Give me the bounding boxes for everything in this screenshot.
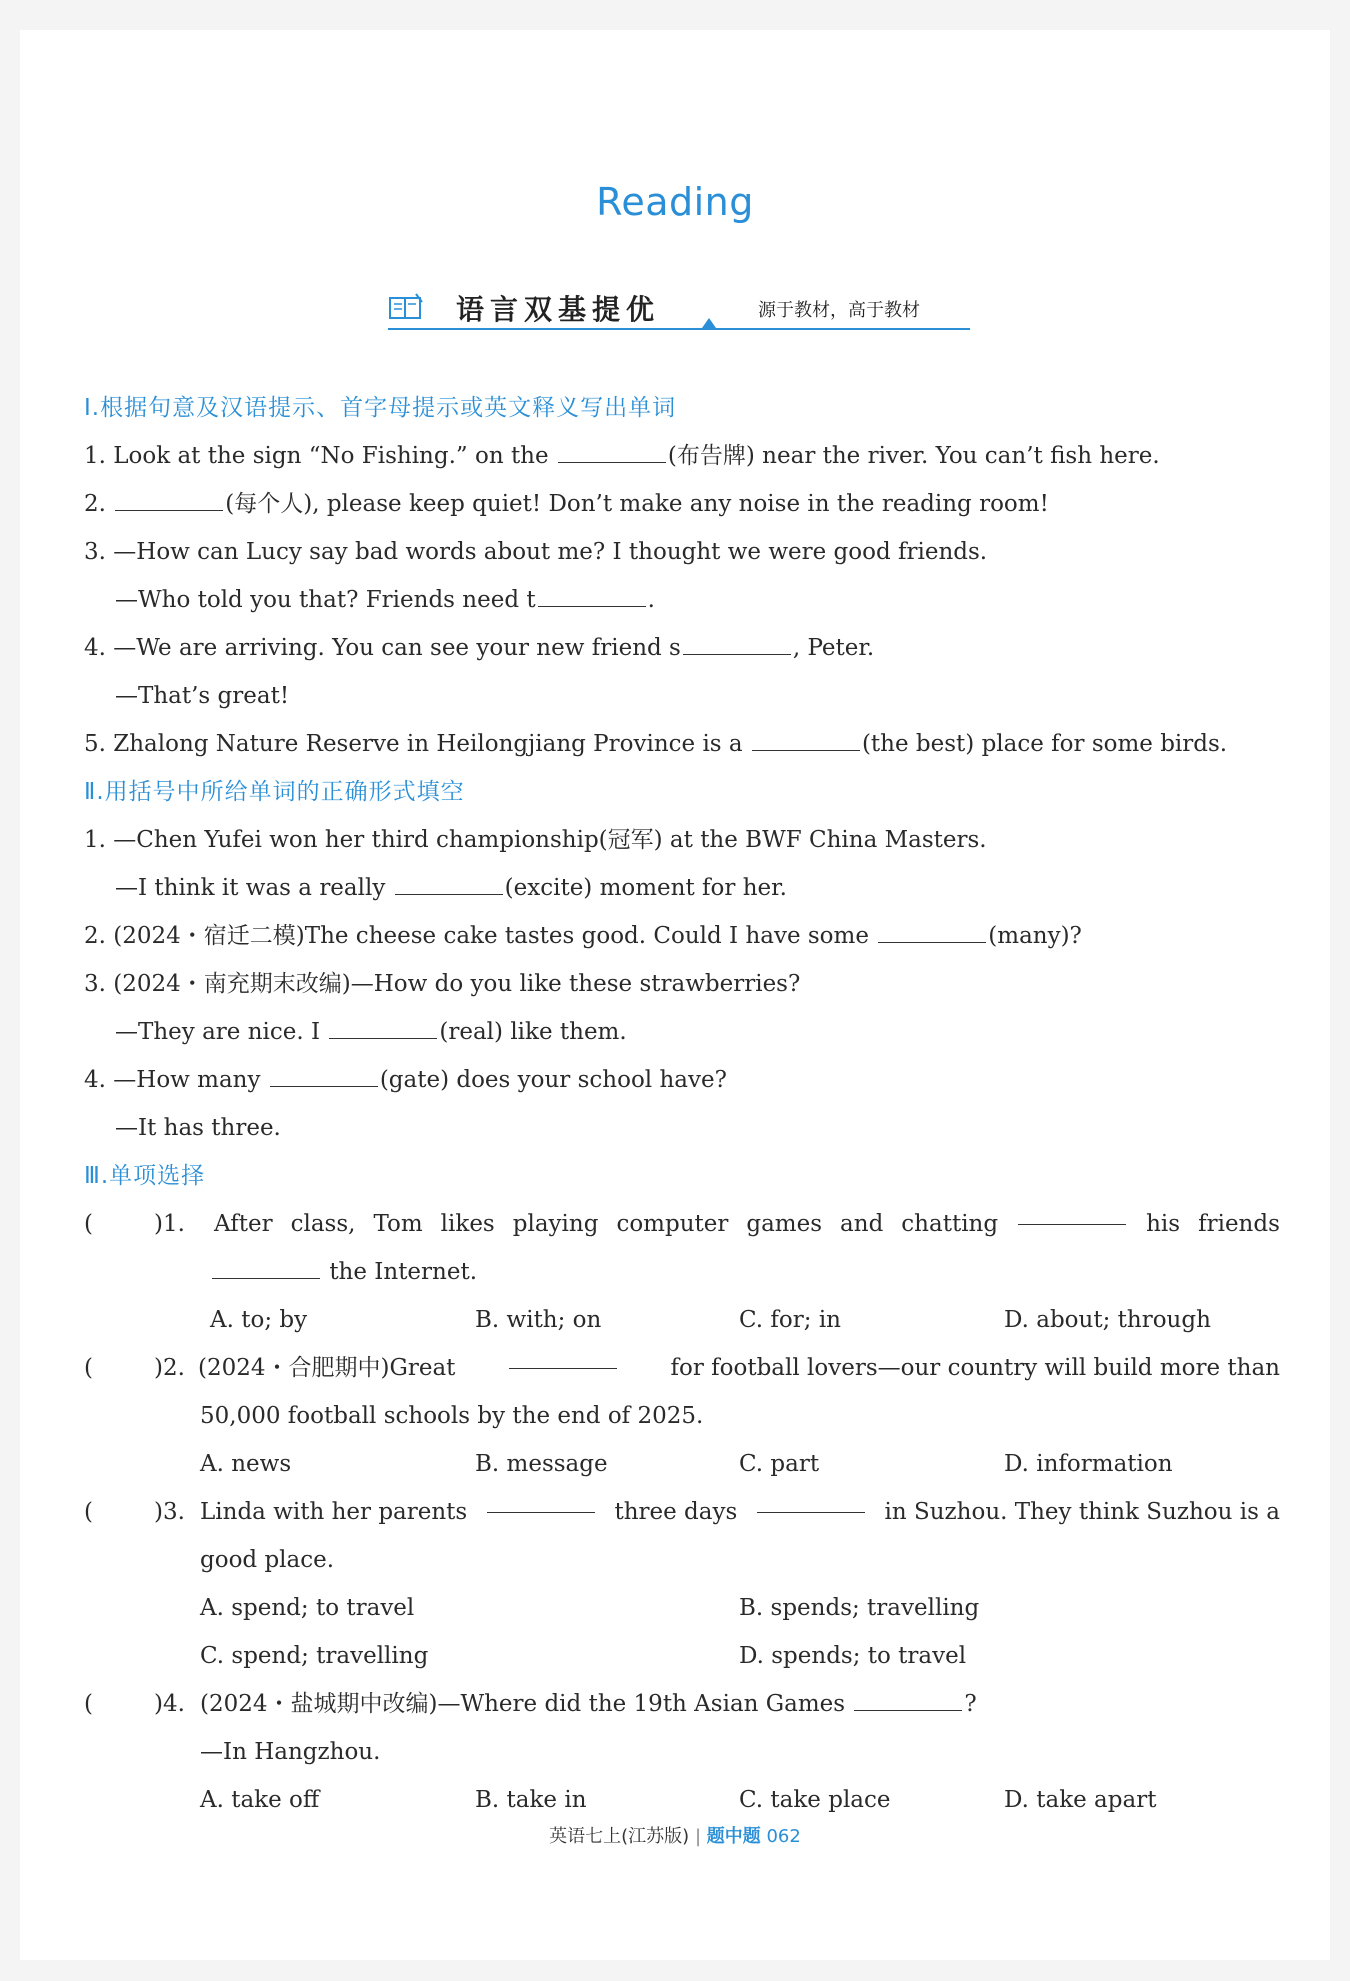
s1-q4-text-c: —That’s great!: [115, 683, 290, 709]
mc-q3-options-row-2: [84, 1632, 1280, 1680]
s1-q3-blank[interactable]: [538, 582, 646, 607]
s2-question-4a: [84, 1056, 1280, 1104]
s2-q2-text-b: (many)?: [988, 923, 1082, 949]
s1-question-5: [84, 720, 1280, 768]
s2-q3-text-b: —They are nice. I: [115, 1019, 321, 1045]
s1-q1-blank[interactable]: [558, 438, 666, 463]
mc-q3-line-2-text: good place.: [200, 1547, 335, 1573]
s1-q3-text-c: .: [647, 587, 655, 613]
s2-question-4b: [84, 1104, 1280, 1152]
mc-q2-text-b: for football lovers—our country will build more than: [670, 1355, 1280, 1381]
mc-q1-stem: [214, 1200, 1280, 1248]
s2-q2-text-a: 2. (2024・宿迁二模)The cheese cake tastes good. Could I have some: [84, 923, 869, 949]
mc-q3-paren-open: (: [84, 1499, 93, 1525]
s2-q4-text-b: (gate) does your school have?: [379, 1067, 727, 1093]
mc-question-4: [84, 1680, 1280, 1728]
mc-q1-option-a[interactable]: A. to; by: [210, 1307, 308, 1333]
mc-q3-line-2: [84, 1536, 1280, 1584]
page-footer: [0, 1822, 1350, 1848]
mc-q1-word: his: [1146, 1211, 1181, 1237]
banner-title: 语言双基提优: [456, 293, 661, 326]
mc-q1-word: and: [840, 1211, 884, 1237]
mc-q1-word: Tom: [373, 1211, 423, 1237]
mc-q2-paren-close: )2.: [154, 1355, 185, 1381]
mc-question-3: [84, 1488, 1280, 1536]
footer-divider: |: [694, 1826, 702, 1847]
mc-q4-text-b: ?: [964, 1691, 977, 1717]
mc-q2-option-a[interactable]: A. news: [200, 1451, 292, 1477]
s1-question-2: [84, 480, 1280, 528]
mc-q1-paren-close: )1.: [154, 1211, 185, 1237]
mc-q1-blank-2[interactable]: [212, 1254, 320, 1279]
mc-q3-options-row-1: [84, 1584, 1280, 1632]
s1-q4-text-a: 4. —We are arriving. You can see your new friend s: [84, 635, 681, 661]
s1-q5-blank[interactable]: [752, 726, 860, 751]
mc-q1-word: chatting: [901, 1211, 999, 1237]
banner-triangle: [702, 318, 716, 328]
mc-q2-blank[interactable]: [509, 1344, 617, 1369]
mc-q2-option-d[interactable]: D. information: [1004, 1451, 1173, 1477]
banner-underline: [388, 328, 970, 330]
mc-q4-line-2-text: —In Hangzhou.: [200, 1739, 381, 1765]
mc-q3-option-c[interactable]: C. spend; travelling: [200, 1643, 429, 1669]
footer-page-number: 062: [766, 1826, 801, 1847]
mc-q4-line-2: [84, 1728, 1280, 1776]
page-title: Reading: [596, 180, 754, 224]
s2-question-1a: [84, 816, 1280, 864]
mc-question-1: [84, 1200, 1280, 1248]
mc-q4-stem: [200, 1680, 977, 1728]
mc-q2-paren-open: (: [84, 1355, 93, 1381]
s2-q1-text-c: (excite) moment for her.: [504, 875, 787, 901]
footer-book: 英语七上(江苏版): [549, 1826, 690, 1847]
mc-q2-option-c[interactable]: C. part: [739, 1451, 820, 1477]
s1-question-4a: [84, 624, 1280, 672]
section-1-heading: Ⅰ.根据句意及汉语提示、首字母提示或英文释义写出单词: [84, 395, 677, 421]
s1-q1-text-a: 1. Look at the sign “No Fishing.” on the: [84, 443, 549, 469]
mc-q2-option-b[interactable]: B. message: [475, 1451, 608, 1477]
mc-q3-text-b: three days: [614, 1499, 738, 1525]
mc-q4-option-d[interactable]: D. take apart: [1004, 1787, 1157, 1813]
mc-q3-blank-1[interactable]: [487, 1488, 595, 1513]
mc-q4-paren-open: (: [84, 1691, 93, 1717]
mc-q1-option-b[interactable]: B. with; on: [475, 1307, 602, 1333]
s2-question-1b: [84, 864, 1280, 912]
mc-q1-word: After: [214, 1211, 273, 1237]
mc-q1-word: games: [746, 1211, 823, 1237]
mc-q1-paren-open: (: [84, 1211, 93, 1237]
s2-q4-text-c: —It has three.: [115, 1115, 281, 1141]
mc-question-2: [84, 1344, 1280, 1392]
s1-q4-blank[interactable]: [683, 630, 791, 655]
mc-q1-option-c[interactable]: C. for; in: [739, 1307, 841, 1333]
s1-q5-text-a: 5. Zhalong Nature Reserve in Heilongjiang Province is a: [84, 731, 743, 757]
footer-series: 题中题: [706, 1826, 761, 1847]
mc-q4-option-c[interactable]: C. take place: [739, 1787, 891, 1813]
s1-q2-blank[interactable]: [115, 486, 223, 511]
mc-q2-line-2: [84, 1392, 1280, 1440]
mc-q4-options: [84, 1776, 1280, 1824]
s2-q3-text-c: (real) like them.: [439, 1019, 627, 1045]
s1-question-1: [84, 432, 1280, 480]
mc-q4-text-a: (2024・盐城期中改编)—Where did the 19th Asian Games: [200, 1691, 846, 1717]
s2-q4-blank[interactable]: [270, 1062, 378, 1087]
s1-q3-text-a: 3. —How can Lucy say bad words about me? I thought we were good friends.: [84, 539, 988, 565]
s1-q2-number: 2.: [84, 491, 106, 517]
mc-q1-line-2: [84, 1248, 1280, 1296]
exercise-content: [84, 384, 1280, 1824]
s1-q1-text-b: (布告牌) near the river. You can’t fish here.: [667, 443, 1160, 469]
s2-q3-blank[interactable]: [329, 1014, 437, 1039]
section-2-heading: Ⅱ.用括号中所给单词的正确形式填空: [84, 779, 465, 805]
mc-q2-stem: [198, 1344, 1280, 1392]
s1-q4-text-b: , Peter.: [792, 635, 875, 661]
mc-q4-option-a[interactable]: A. take off: [200, 1787, 320, 1813]
mc-q2-text-a: (2024・合肥期中)Great: [198, 1355, 456, 1381]
mc-q1-word: computer: [616, 1211, 729, 1237]
mc-q3-text-a: Linda with her parents: [200, 1499, 468, 1525]
mc-q3-option-b[interactable]: B. spends; travelling: [739, 1595, 980, 1621]
s2-q4-text-a: 4. —How many: [84, 1067, 261, 1093]
s1-question-3b: [84, 576, 1280, 624]
mc-q3-stem: [200, 1488, 1280, 1536]
s2-q1-text-b: —I think it was a really: [115, 875, 386, 901]
mc-q4-option-b[interactable]: B. take in: [475, 1787, 587, 1813]
mc-q3-paren-close: )3.: [154, 1499, 185, 1525]
mc-q2-line-2-text: 50,000 football schools by the end of 2025.: [200, 1403, 704, 1429]
s2-q3-text-a: 3. (2024・南充期末改编)—How do you like these strawberries?: [84, 971, 801, 997]
mc-q3-option-d[interactable]: D. spends; to travel: [739, 1643, 967, 1669]
mc-q3-text-c: in Suzhou. They think Suzhou is a: [884, 1499, 1280, 1525]
mc-q1-word: friends: [1198, 1211, 1280, 1237]
banner-subtitle: 源于教材，高于教材: [758, 300, 920, 321]
mc-q1-word: class,: [290, 1211, 356, 1237]
mc-q4-paren-close: )4.: [154, 1691, 185, 1717]
s2-question-3b: [84, 1008, 1280, 1056]
mc-q1-option-d[interactable]: D. about; through: [1004, 1307, 1211, 1333]
s1-q2-text: (每个人), please keep quiet! Don’t make any noise in the reading room!: [225, 491, 1049, 517]
mc-q3-blank-2[interactable]: [757, 1488, 865, 1513]
s2-question-3a: [84, 960, 1280, 1008]
mc-q2-options: [84, 1440, 1280, 1488]
mc-q4-blank[interactable]: [854, 1686, 962, 1711]
s1-question-4b: [84, 672, 1280, 720]
s2-q2-blank[interactable]: [878, 918, 986, 943]
mc-q1-line-2-text: the Internet.: [329, 1259, 478, 1285]
mc-q1-word: playing: [512, 1211, 599, 1237]
section-banner: [388, 284, 970, 330]
book-icon: [388, 292, 424, 322]
s2-q1-blank[interactable]: [395, 870, 503, 895]
s2-q1-text-a: 1. —Chen Yufei won her third championship(冠军) at the BWF China Masters.: [84, 827, 987, 853]
s1-q5-text-b: (the best) place for some birds.: [861, 731, 1228, 757]
mc-q1-word: likes: [440, 1211, 495, 1237]
mc-q3-option-a[interactable]: A. spend; to travel: [200, 1595, 415, 1621]
s1-q3-text-b: —Who told you that? Friends need t: [115, 587, 536, 613]
mc-q1-options: [84, 1296, 1280, 1344]
s1-question-3a: [84, 528, 1280, 576]
s2-question-2: [84, 912, 1280, 960]
mc-q1-blank-1[interactable]: [1018, 1200, 1126, 1225]
section-3-heading: Ⅲ.单项选择: [84, 1163, 206, 1189]
